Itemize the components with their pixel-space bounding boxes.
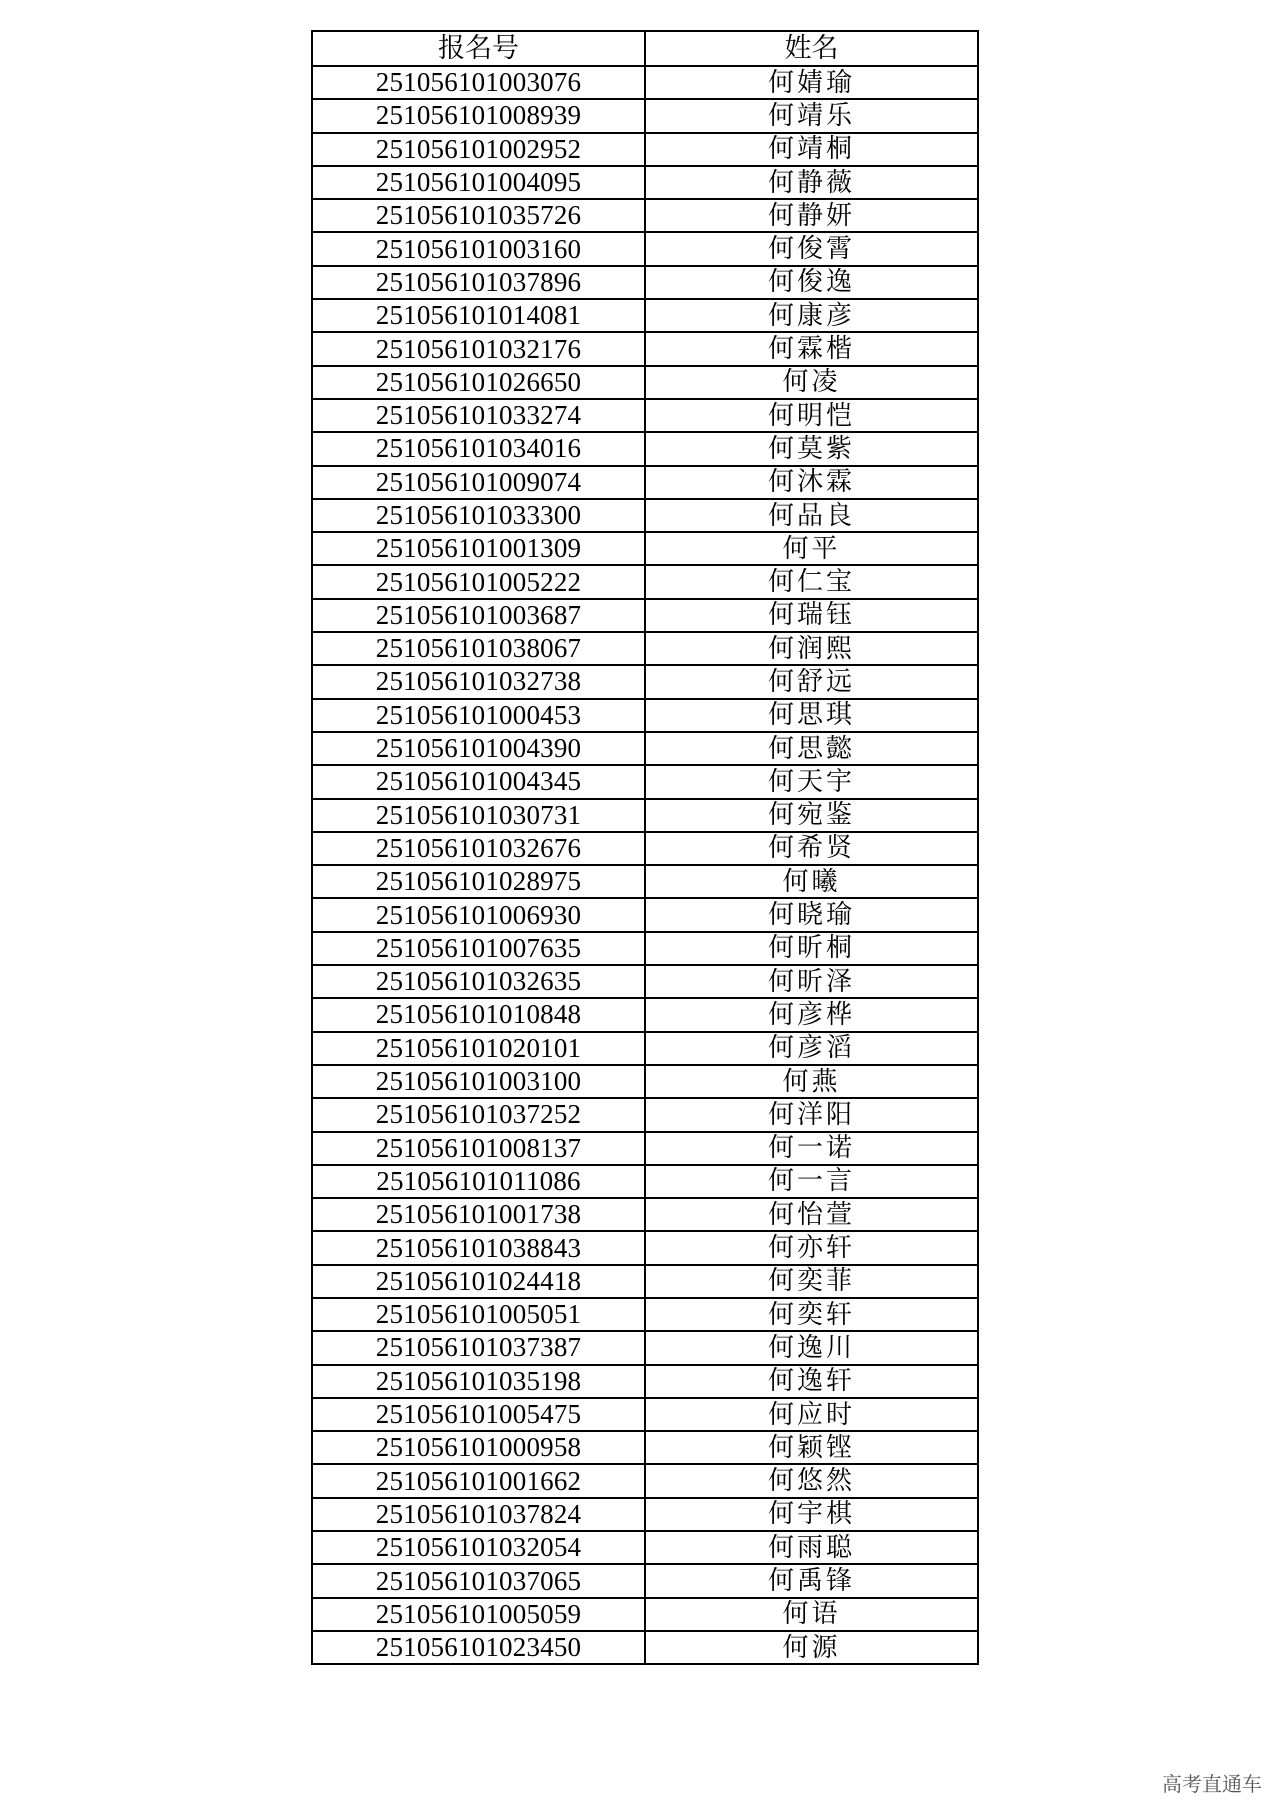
table-row [312, 1564, 978, 1597]
registration-number-cell: 251056101009074 [312, 466, 645, 499]
name-cell: 何明恺 [645, 399, 978, 432]
name-cell: 何思懿 [645, 732, 978, 765]
name-cell: 何舒远 [645, 665, 978, 698]
table-row [312, 1032, 978, 1065]
registration-number-cell: 251056101004345 [312, 765, 645, 798]
name-cell: 何莫紫 [645, 432, 978, 465]
name-cell: 何奕轩 [645, 1298, 978, 1331]
registration-number-cell: 251056101028975 [312, 865, 645, 898]
table-row [312, 1298, 978, 1331]
name-cell: 何雨聪 [645, 1531, 978, 1564]
table-header-row [312, 31, 978, 66]
registration-number-cell: 251056101037387 [312, 1331, 645, 1364]
name-cell: 何颖铿 [645, 1431, 978, 1464]
roster-table [311, 30, 979, 1665]
name-cell: 何逸轩 [645, 1365, 978, 1398]
table-row [312, 133, 978, 166]
table-row [312, 199, 978, 232]
registration-number-cell: 251056101008137 [312, 1132, 645, 1165]
table-row [312, 399, 978, 432]
registration-number-cell: 251056101038843 [312, 1231, 645, 1264]
table-row [312, 1598, 978, 1631]
registration-number-cell: 251056101026650 [312, 366, 645, 399]
name-cell: 何悠然 [645, 1464, 978, 1497]
table-row [312, 632, 978, 665]
registration-number-cell: 251056101003076 [312, 66, 645, 99]
registration-number-cell: 251056101032676 [312, 832, 645, 865]
name-cell: 何源 [645, 1631, 978, 1664]
watermark-text: 高考直通车 [1162, 1772, 1262, 1796]
table-row [312, 432, 978, 465]
table-row [312, 299, 978, 332]
table-row [312, 1132, 978, 1165]
table-row [312, 1165, 978, 1198]
registration-number-cell: 251056101014081 [312, 299, 645, 332]
registration-number-cell: 251056101035726 [312, 199, 645, 232]
registration-number-cell: 251056101005222 [312, 565, 645, 598]
registration-number-cell: 251056101007635 [312, 932, 645, 965]
registration-number-cell: 251056101038067 [312, 632, 645, 665]
name-cell: 何霖楷 [645, 332, 978, 365]
name-cell: 何瑞钰 [645, 599, 978, 632]
table-row [312, 1531, 978, 1564]
registration-number-cell: 251056101033300 [312, 499, 645, 532]
registration-number-cell: 251056101005475 [312, 1398, 645, 1431]
registration-number-cell: 251056101004095 [312, 166, 645, 199]
registration-number-cell: 251056101035198 [312, 1365, 645, 1398]
name-cell: 何天宇 [645, 765, 978, 798]
name-cell: 何静妍 [645, 199, 978, 232]
table-row [312, 166, 978, 199]
registration-number-cell: 251056101001662 [312, 1464, 645, 1497]
registration-number-cell: 251056101032176 [312, 332, 645, 365]
table-body [312, 66, 978, 1664]
table-row [312, 266, 978, 299]
registration-number-cell: 251056101011086 [312, 1165, 645, 1198]
table-row [312, 1065, 978, 1098]
table-row [312, 99, 978, 132]
registration-number-cell: 251056101005059 [312, 1598, 645, 1631]
name-cell: 何奕菲 [645, 1265, 978, 1298]
registration-number-cell: 251056101033274 [312, 399, 645, 432]
name-cell: 何靖桐 [645, 133, 978, 166]
registration-number-cell: 251056101008939 [312, 99, 645, 132]
table-row [312, 1431, 978, 1464]
roster-table-container [311, 30, 977, 1665]
table-row [312, 732, 978, 765]
table-row [312, 865, 978, 898]
registration-number-cell: 251056101037824 [312, 1498, 645, 1531]
registration-number-cell: 251056101030731 [312, 799, 645, 832]
table-row [312, 1265, 978, 1298]
registration-number-cell: 251056101000958 [312, 1431, 645, 1464]
table-row [312, 532, 978, 565]
registration-number-cell: 251056101000453 [312, 699, 645, 732]
name-cell: 何晓瑜 [645, 898, 978, 931]
table-row [312, 466, 978, 499]
name-cell: 何品良 [645, 499, 978, 532]
name-cell: 何俊逸 [645, 266, 978, 299]
name-cell: 何洋阳 [645, 1098, 978, 1131]
name-cell: 何燕 [645, 1065, 978, 1098]
name-cell: 何彦桦 [645, 998, 978, 1031]
column-header-name: 姓名 [645, 31, 978, 66]
table-row [312, 565, 978, 598]
table-row [312, 665, 978, 698]
name-cell: 何思琪 [645, 699, 978, 732]
column-header-registration-number: 报名号 [312, 31, 645, 66]
table-row [312, 332, 978, 365]
registration-number-cell: 251056101037252 [312, 1098, 645, 1131]
table-row [312, 832, 978, 865]
table-row [312, 965, 978, 998]
table-row [312, 1098, 978, 1131]
registration-number-cell: 251056101003100 [312, 1065, 645, 1098]
registration-number-cell: 251056101010848 [312, 998, 645, 1031]
table-row [312, 232, 978, 265]
registration-number-cell: 251056101005051 [312, 1298, 645, 1331]
table-row [312, 599, 978, 632]
table-row [312, 66, 978, 99]
registration-number-cell: 251056101032635 [312, 965, 645, 998]
registration-number-cell: 251056101032738 [312, 665, 645, 698]
table-row [312, 1365, 978, 1398]
name-cell: 何希贤 [645, 832, 978, 865]
table-row [312, 699, 978, 732]
name-cell: 何凌 [645, 366, 978, 399]
table-row [312, 1198, 978, 1231]
name-cell: 何静薇 [645, 166, 978, 199]
registration-number-cell: 251056101002952 [312, 133, 645, 166]
name-cell: 何宇棋 [645, 1498, 978, 1531]
name-cell: 何一言 [645, 1165, 978, 1198]
registration-number-cell: 251056101023450 [312, 1631, 645, 1664]
name-cell: 何怡萱 [645, 1198, 978, 1231]
name-cell: 何昕泽 [645, 965, 978, 998]
name-cell: 何婧瑜 [645, 66, 978, 99]
table-row [312, 1464, 978, 1497]
name-cell: 何逸川 [645, 1331, 978, 1364]
name-cell: 何亦轩 [645, 1231, 978, 1264]
name-cell: 何靖乐 [645, 99, 978, 132]
name-cell: 何俊霄 [645, 232, 978, 265]
table-row [312, 499, 978, 532]
name-cell: 何语 [645, 1598, 978, 1631]
table-row [312, 998, 978, 1031]
registration-number-cell: 251056101003687 [312, 599, 645, 632]
table-row [312, 932, 978, 965]
registration-number-cell: 251056101037065 [312, 1564, 645, 1597]
name-cell: 何应时 [645, 1398, 978, 1431]
table-row [312, 1631, 978, 1664]
registration-number-cell: 251056101020101 [312, 1032, 645, 1065]
registration-number-cell: 251056101006930 [312, 898, 645, 931]
name-cell: 何曦 [645, 865, 978, 898]
table-row [312, 1398, 978, 1431]
registration-number-cell: 251056101037896 [312, 266, 645, 299]
registration-number-cell: 251056101032054 [312, 1531, 645, 1564]
table-row [312, 1498, 978, 1531]
registration-number-cell: 251056101001738 [312, 1198, 645, 1231]
name-cell: 何润熙 [645, 632, 978, 665]
name-cell: 何康彦 [645, 299, 978, 332]
registration-number-cell: 251056101024418 [312, 1265, 645, 1298]
name-cell: 何平 [645, 532, 978, 565]
table-row [312, 1231, 978, 1264]
name-cell: 何仁宝 [645, 565, 978, 598]
name-cell: 何一诺 [645, 1132, 978, 1165]
registration-number-cell: 251056101003160 [312, 232, 645, 265]
name-cell: 何彦滔 [645, 1032, 978, 1065]
registration-number-cell: 251056101004390 [312, 732, 645, 765]
name-cell: 何禹锋 [645, 1564, 978, 1597]
table-row [312, 799, 978, 832]
name-cell: 何沐霖 [645, 466, 978, 499]
table-row [312, 366, 978, 399]
table-row [312, 1331, 978, 1364]
name-cell: 何昕桐 [645, 932, 978, 965]
table-row [312, 898, 978, 931]
name-cell: 何宛鉴 [645, 799, 978, 832]
registration-number-cell: 251056101034016 [312, 432, 645, 465]
table-row [312, 765, 978, 798]
registration-number-cell: 251056101001309 [312, 532, 645, 565]
